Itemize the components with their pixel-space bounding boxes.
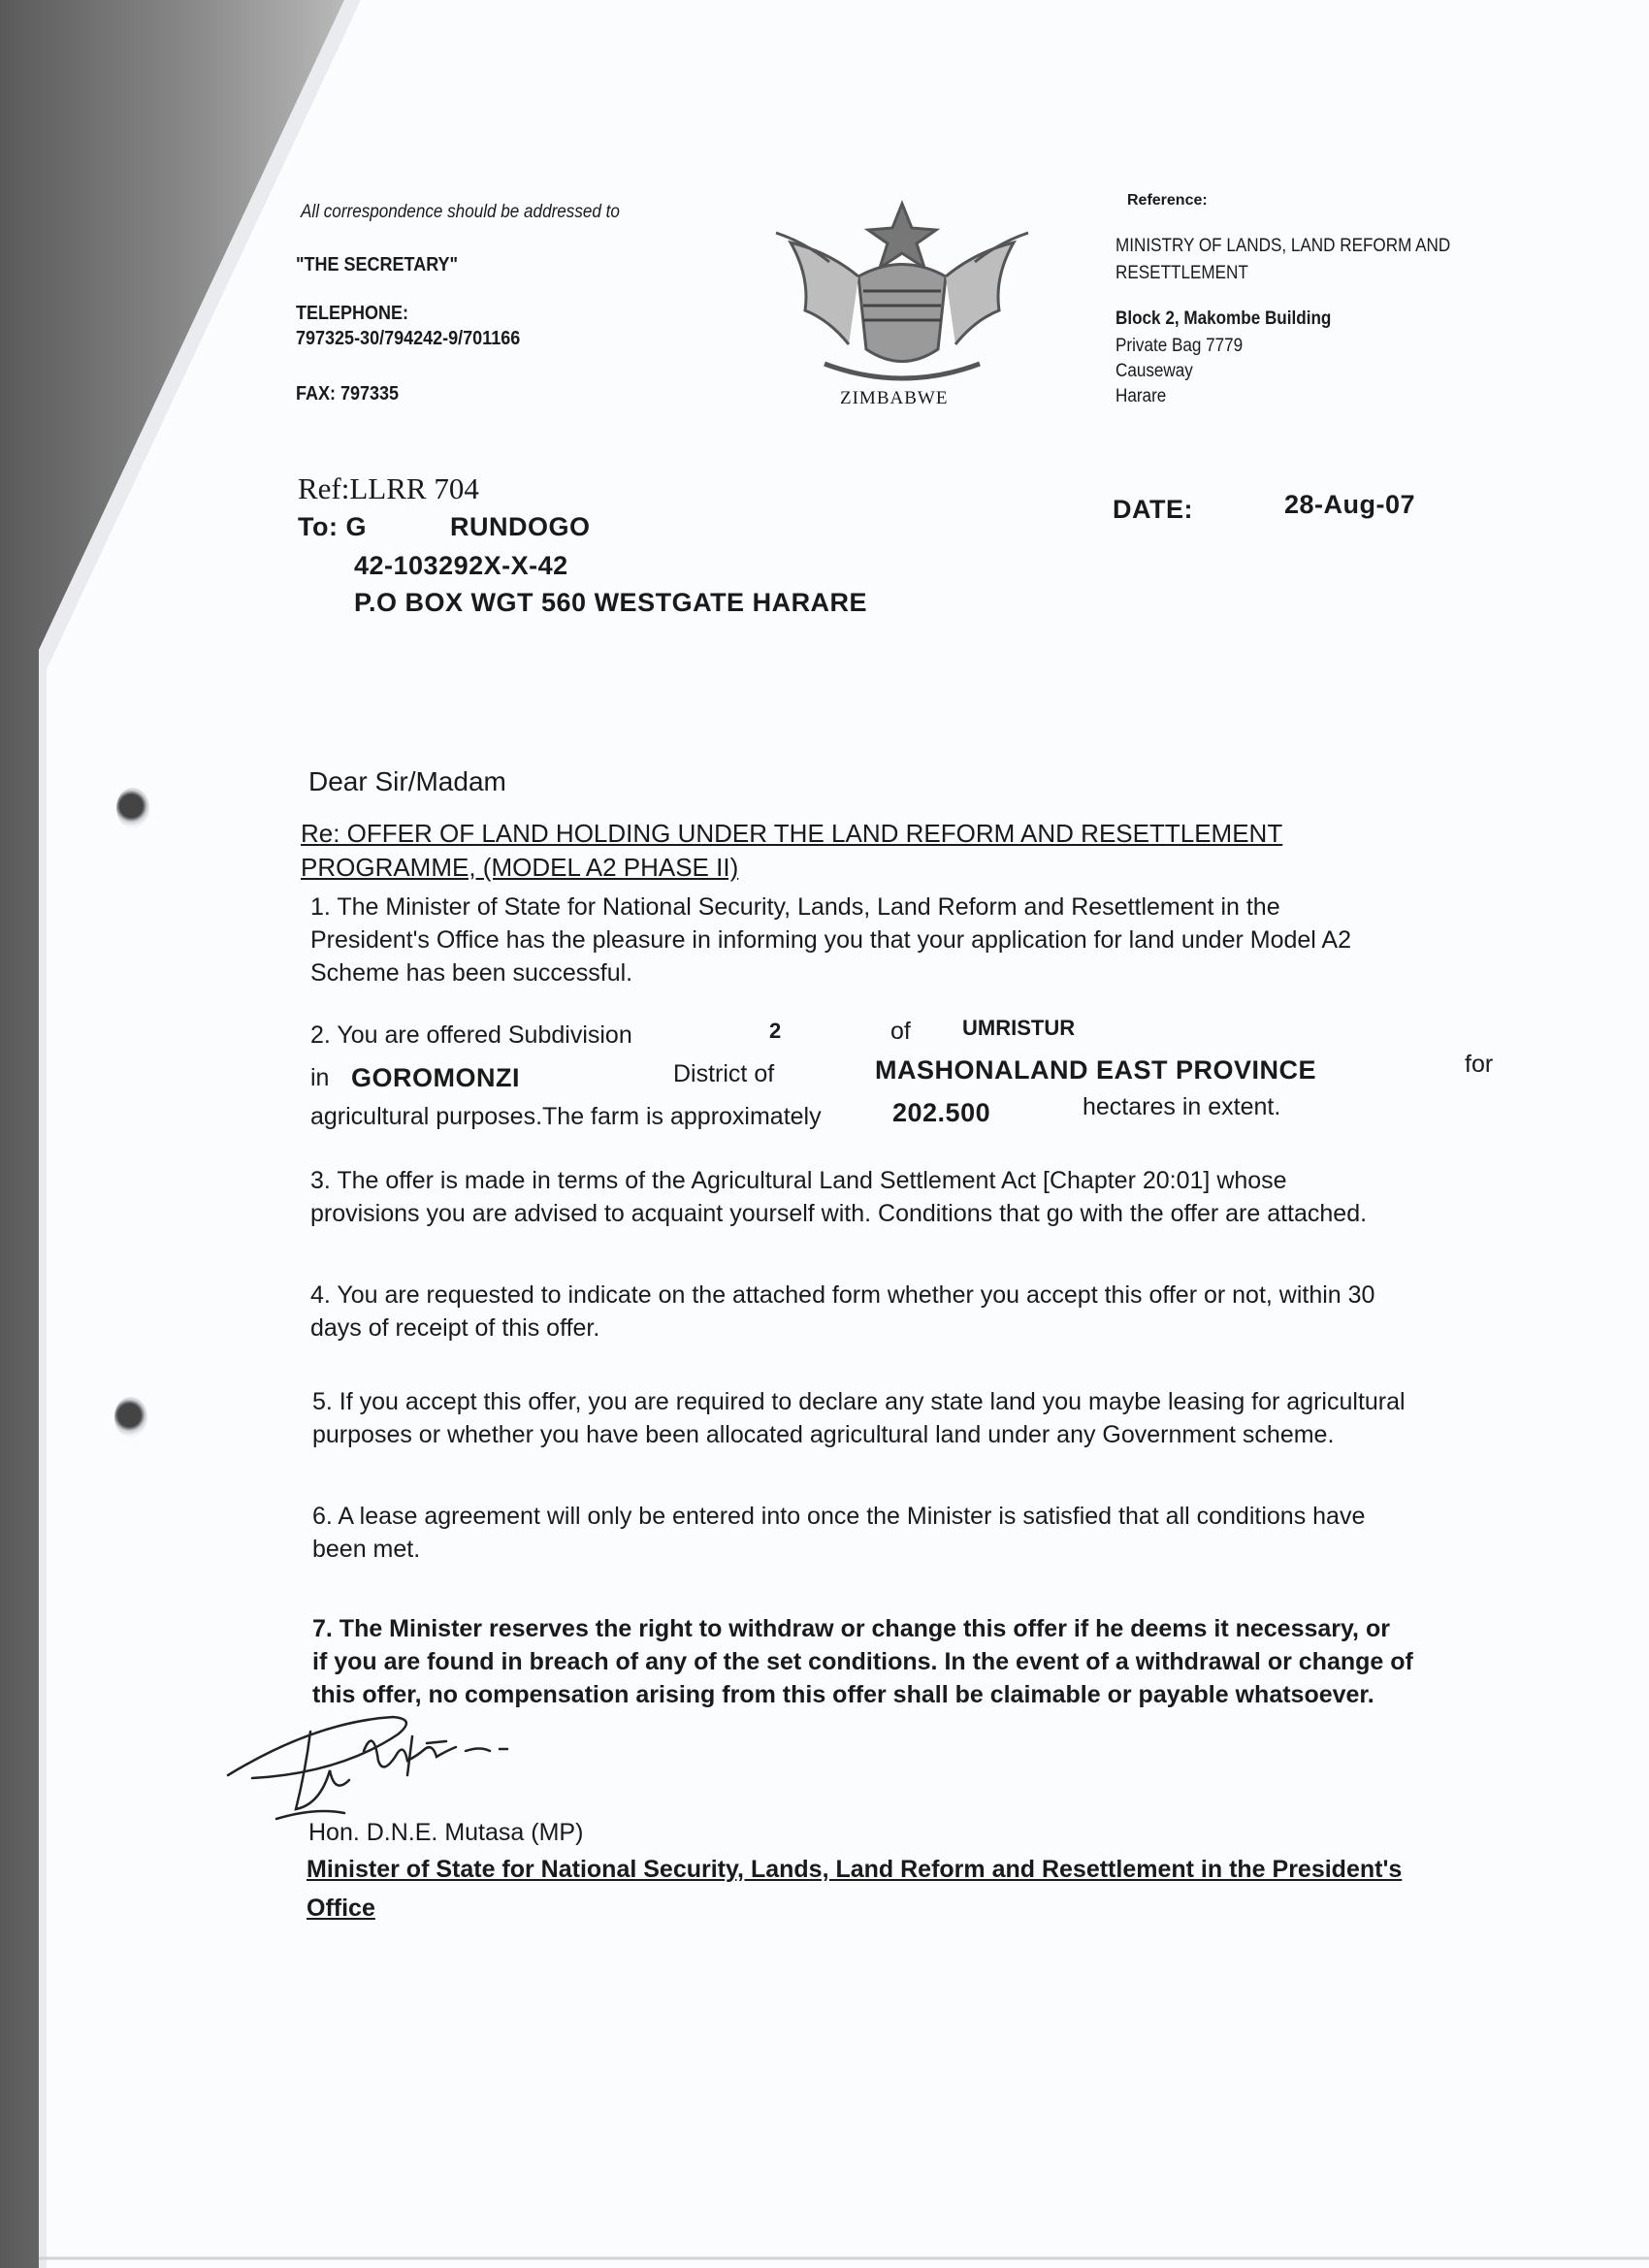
paragraph-4-line2: days of receipt of this offer. [310, 1314, 600, 1342]
ministry-name-line2: RESETTLEMENT [1116, 263, 1248, 283]
paragraph-7-line2: if you are found in breach of any of the set conditions. In the event of a withdrawal or change of [312, 1648, 1413, 1675]
farm-name: UMRISTUR [962, 1016, 1076, 1040]
signatory-title-line2: Office [307, 1895, 375, 1922]
paragraph-1-line1: 1. The Minister of State for National Security, Lands, Land Reform and Resettlement in the [310, 893, 1280, 921]
hectares-value: 202.500 [892, 1098, 991, 1127]
district-label: District of [673, 1060, 775, 1087]
punch-hole-bottom [114, 1397, 147, 1438]
subject-line2: PROGRAMME, (MODEL A2 PHASE II) [301, 853, 739, 882]
signatory-name: Hon. D.N.E. Mutasa (MP) [308, 1819, 584, 1846]
fax-number: FAX: 797335 [296, 383, 400, 405]
paragraph-2-in: in [310, 1064, 330, 1091]
paragraph-2-for: for [1465, 1051, 1494, 1078]
telephone-label: TELEPHONE: [296, 303, 409, 324]
province-name: MASHONALAND EAST PROVINCE [875, 1055, 1317, 1085]
salutation: Dear Sir/Madam [308, 766, 506, 796]
telephone-numbers: 797325-30/794242-9/701166 [296, 328, 521, 349]
recipient-initial: To: G [298, 512, 367, 541]
recipient-id-number: 42-103292X-X-42 [354, 551, 568, 580]
recipient-address: P.O BOX WGT 560 WESTGATE HARARE [354, 588, 868, 617]
recipient-surname: RUNDOGO [450, 512, 591, 541]
subject-line1: Re: OFFER OF LAND HOLDING UNDER THE LAND REFORM AND RESETTLEMENT [301, 819, 1283, 848]
ministry-address-line4: Harare [1116, 386, 1167, 406]
secretary-addressee: "THE SECRETARY" [296, 254, 459, 275]
signatory-title-line1: Minister of State for National Security, Lands, Land Reform and Resettlement in the President's [307, 1856, 1403, 1883]
ministry-name-line1: MINISTRY OF LANDS, LAND REFORM AND [1116, 236, 1451, 256]
district-name: GOROMONZI [351, 1063, 520, 1092]
ministry-address-line2: Private Bag 7779 [1116, 336, 1244, 356]
punch-hole-top [116, 788, 149, 828]
reference-number: Ref:LLRR 704 [298, 471, 479, 505]
paragraph-1-line3: Scheme has been successful. [310, 959, 633, 987]
reference-label: Reference: [1127, 192, 1208, 209]
paragraph-7-line3: this offer, no compensation arising from this offer shall be claimable or payable whatsoever. [312, 1681, 1374, 1708]
paragraph-2-of: of [890, 1018, 911, 1045]
paragraph-6-line1: 6. A lease agreement will only be entered into once the Minister is satisfied that all conditions have [312, 1503, 1366, 1530]
paragraph-3-line1: 3. The offer is made in terms of the Agricultural Land Settlement Act [Chapter 20:01] whose [310, 1167, 1287, 1194]
date-value: 28-Aug-07 [1284, 490, 1416, 519]
date-label: DATE: [1113, 495, 1193, 524]
paragraph-5-line2: purposes or whether you have been allocated agricultural land under any Government scheme. [312, 1421, 1335, 1448]
correspondence-note: All correspondence should be addressed to [301, 202, 620, 222]
paragraph-2-line3: agricultural purposes.The farm is approximately [310, 1103, 822, 1130]
paragraph-2-prefix: 2. You are offered Subdivision [310, 1021, 632, 1049]
zimbabwe-coat-of-arms-icon [766, 194, 1038, 388]
ministry-address-line1: Block 2, Makombe Building [1116, 308, 1332, 329]
paragraph-1-line2: President's Office has the pleasure in informing you that your application for land under Model A2 [310, 926, 1351, 954]
subdivision-number: 2 [769, 1019, 782, 1043]
paragraph-6-line2: been met. [312, 1536, 421, 1563]
crest-caption: ZIMBABWE [840, 388, 949, 408]
paragraph-7-line1: 7. The Minister reserves the right to withdraw or change this offer if he deems it necessary, or [312, 1615, 1390, 1642]
hectares-suffix: hectares in extent. [1083, 1093, 1281, 1120]
paragraph-4-line1: 4. You are requested to indicate on the attached form whether you accept this offer or not, within 30 [310, 1281, 1375, 1309]
ministry-address-line3: Causeway [1116, 361, 1193, 381]
paragraph-3-line2: provisions you are advised to acquaint yourself with. Conditions that go with the offer are attached. [310, 1200, 1368, 1227]
paragraph-5-line1: 5. If you accept this offer, you are required to declare any state land you maybe leasing for agricultural [312, 1388, 1406, 1415]
